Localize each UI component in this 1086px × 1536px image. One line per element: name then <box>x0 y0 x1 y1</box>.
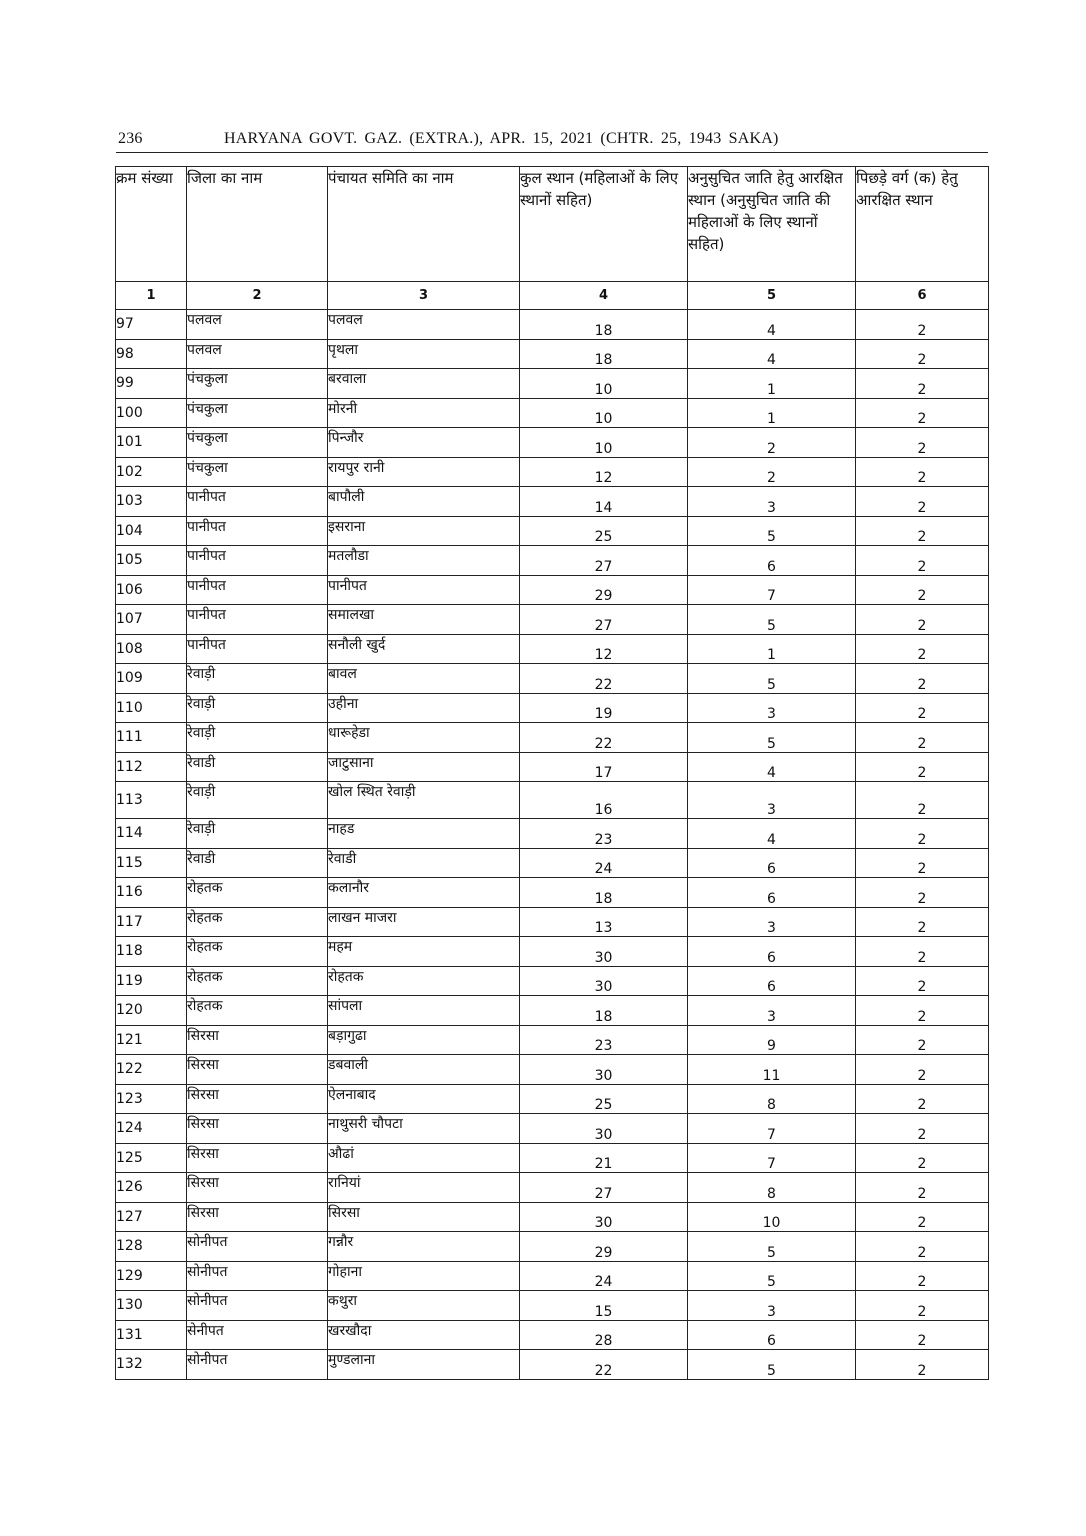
bc-seats-cell: 2 <box>856 428 989 458</box>
sc-seats-cell: 7 <box>688 1143 856 1173</box>
sc-seats-cell: 3 <box>688 782 856 819</box>
district-name-cell: पानीपत <box>187 634 328 664</box>
sc-seats-cell: 5 <box>688 664 856 694</box>
district-name-cell: पानीपत <box>187 605 328 635</box>
serial-number-cell: 99 <box>116 369 187 399</box>
table-row <box>116 819 989 849</box>
panchayat-samiti-cell: मोरनी <box>328 398 520 428</box>
bc-seats-cell: 2 <box>856 1350 989 1380</box>
panchayat-samiti-cell: महम <box>328 937 520 967</box>
serial-number-cell: 119 <box>116 966 187 996</box>
sc-seats-cell: 10 <box>688 1202 856 1232</box>
total-seats-cell: 10 <box>520 369 688 399</box>
panchayat-samiti-cell: बड़ागुढा <box>328 1025 520 1055</box>
sc-seats-cell: 1 <box>688 398 856 428</box>
sc-seats-cell: 3 <box>688 1291 856 1321</box>
table-row <box>116 1232 989 1262</box>
serial-number-cell: 131 <box>116 1320 187 1350</box>
sc-seats-cell: 7 <box>688 1114 856 1144</box>
district-name-cell: रेवाडी <box>187 848 328 878</box>
total-seats-cell: 18 <box>520 996 688 1026</box>
bc-seats-cell: 2 <box>856 1291 989 1321</box>
col-number: 4 <box>520 282 688 310</box>
page-number: 236 <box>118 130 143 147</box>
sc-seats-cell: 11 <box>688 1055 856 1085</box>
table-row <box>116 457 989 487</box>
serial-number-cell: 127 <box>116 1202 187 1232</box>
bc-seats-cell: 2 <box>856 487 989 517</box>
serial-number-cell: 103 <box>116 487 187 517</box>
bc-seats-cell: 2 <box>856 1114 989 1144</box>
bc-seats-cell: 2 <box>856 693 989 723</box>
panchayat-samiti-cell: कथुरा <box>328 1291 520 1321</box>
table-row <box>116 1291 989 1321</box>
panchayat-samiti-cell: डबवाली <box>328 1055 520 1085</box>
district-name-cell: सिरसा <box>187 1202 328 1232</box>
serial-number-cell: 112 <box>116 752 187 782</box>
district-name-cell: पंचकुला <box>187 428 328 458</box>
table-row <box>116 1173 989 1203</box>
panchayat-samiti-cell: रानियां <box>328 1173 520 1203</box>
serial-number-cell: 125 <box>116 1143 187 1173</box>
panchayat-samiti-cell: समालखा <box>328 605 520 635</box>
table-row <box>116 1055 989 1085</box>
district-name-cell: सिरसा <box>187 1025 328 1055</box>
panchayat-samiti-cell: रायपुर रानी <box>328 457 520 487</box>
bc-seats-cell: 2 <box>856 516 989 546</box>
sc-seats-cell: 6 <box>688 878 856 908</box>
sc-seats-cell: 5 <box>688 1261 856 1291</box>
bc-seats-cell: 2 <box>856 1320 989 1350</box>
total-seats-cell: 23 <box>520 1025 688 1055</box>
serial-number-cell: 113 <box>116 782 187 819</box>
district-name-cell: सोनीपत <box>187 1232 328 1262</box>
bc-seats-cell: 2 <box>856 907 989 937</box>
serial-number-cell: 102 <box>116 457 187 487</box>
col-header-panchayat-samiti: पंचायत समिति का नाम <box>328 167 520 282</box>
panchayat-samiti-cell: लाखन माजरा <box>328 907 520 937</box>
table-row <box>116 1025 989 1055</box>
bc-seats-cell: 2 <box>856 605 989 635</box>
panchayat-samiti-cell: उहीना <box>328 693 520 723</box>
panchayat-samiti-cell: रोहतक <box>328 966 520 996</box>
district-name-cell: सिरसा <box>187 1084 328 1114</box>
district-name-cell: रेवाडी <box>187 752 328 782</box>
total-seats-cell: 15 <box>520 1291 688 1321</box>
sc-seats-cell: 8 <box>688 1084 856 1114</box>
panchayat-samiti-cell: बापौली <box>328 487 520 517</box>
serial-number-cell: 106 <box>116 575 187 605</box>
total-seats-cell: 14 <box>520 487 688 517</box>
panchayat-samiti-cell: गन्नौर <box>328 1232 520 1262</box>
district-name-cell: पानीपत <box>187 546 328 576</box>
panchayat-samiti-cell: जाटुसाना <box>328 752 520 782</box>
serial-number-cell: 97 <box>116 310 187 340</box>
sc-seats-cell: 4 <box>688 752 856 782</box>
total-seats-cell: 27 <box>520 605 688 635</box>
bc-seats-cell: 2 <box>856 878 989 908</box>
table-row <box>116 1261 989 1291</box>
sc-seats-cell: 2 <box>688 428 856 458</box>
district-name-cell: पंचकुला <box>187 369 328 399</box>
serial-number-cell: 115 <box>116 848 187 878</box>
district-name-cell: रेवाड़ी <box>187 664 328 694</box>
serial-number-cell: 130 <box>116 1291 187 1321</box>
total-seats-cell: 29 <box>520 1232 688 1262</box>
serial-number-cell: 109 <box>116 664 187 694</box>
table-row <box>116 1143 989 1173</box>
district-name-cell: सोनीपत <box>187 1350 328 1380</box>
district-name-cell: पंचकुला <box>187 398 328 428</box>
sc-seats-cell: 3 <box>688 996 856 1026</box>
total-seats-cell: 30 <box>520 1055 688 1085</box>
district-name-cell: पानीपत <box>187 516 328 546</box>
table-row <box>116 369 989 399</box>
serial-number-cell: 122 <box>116 1055 187 1085</box>
table-row <box>116 1350 989 1380</box>
sc-seats-cell: 6 <box>688 848 856 878</box>
district-name-cell: सिरसा <box>187 1143 328 1173</box>
total-seats-cell: 27 <box>520 1173 688 1203</box>
sc-seats-cell: 9 <box>688 1025 856 1055</box>
total-seats-cell: 30 <box>520 1202 688 1232</box>
table-row <box>116 848 989 878</box>
table-row <box>116 937 989 967</box>
serial-number-cell: 116 <box>116 878 187 908</box>
serial-number-cell: 121 <box>116 1025 187 1055</box>
panchayat-samiti-cell: ऐलनाबाद <box>328 1084 520 1114</box>
district-name-cell: रोहतक <box>187 907 328 937</box>
total-seats-cell: 30 <box>520 1114 688 1144</box>
panchayat-samiti-cell: इसराना <box>328 516 520 546</box>
panchayat-samiti-cell: औढां <box>328 1143 520 1173</box>
panchayat-samiti-cell: मुण्डलाना <box>328 1350 520 1380</box>
gazette-header <box>116 128 988 153</box>
bc-seats-cell: 2 <box>856 848 989 878</box>
district-name-cell: पलवल <box>187 339 328 369</box>
bc-seats-cell: 2 <box>856 782 989 819</box>
total-seats-cell: 18 <box>520 878 688 908</box>
panchayat-samiti-cell: गोहाना <box>328 1261 520 1291</box>
district-name-cell: सिरसा <box>187 1114 328 1144</box>
district-name-cell: रेवाड़ी <box>187 819 328 849</box>
reservation-table <box>115 166 989 1380</box>
panchayat-samiti-cell: मतलौडा <box>328 546 520 576</box>
col-number: 6 <box>856 282 989 310</box>
sc-seats-cell: 6 <box>688 546 856 576</box>
total-seats-cell: 25 <box>520 516 688 546</box>
serial-number-cell: 114 <box>116 819 187 849</box>
panchayat-samiti-cell: धारूहेडा <box>328 723 520 753</box>
sc-seats-cell: 3 <box>688 693 856 723</box>
district-name-cell: रोहतक <box>187 937 328 967</box>
table-row <box>116 339 989 369</box>
table-row <box>116 966 989 996</box>
col-header-district: जिला का नाम <box>187 167 328 282</box>
sc-seats-cell: 4 <box>688 310 856 340</box>
serial-number-cell: 124 <box>116 1114 187 1144</box>
sc-seats-cell: 4 <box>688 819 856 849</box>
serial-number-cell: 100 <box>116 398 187 428</box>
panchayat-samiti-cell: पृथला <box>328 339 520 369</box>
district-name-cell: पंचकुला <box>187 457 328 487</box>
bc-seats-cell: 2 <box>856 634 989 664</box>
total-seats-cell: 25 <box>520 1084 688 1114</box>
district-name-cell: रोहतक <box>187 996 328 1026</box>
table-row <box>116 752 989 782</box>
serial-number-cell: 107 <box>116 605 187 635</box>
serial-number-cell: 123 <box>116 1084 187 1114</box>
bc-seats-cell: 2 <box>856 966 989 996</box>
serial-number-cell: 132 <box>116 1350 187 1380</box>
bc-seats-cell: 2 <box>856 1261 989 1291</box>
bc-seats-cell: 2 <box>856 1173 989 1203</box>
sc-seats-cell: 6 <box>688 937 856 967</box>
sc-seats-cell: 1 <box>688 634 856 664</box>
sc-seats-cell: 3 <box>688 487 856 517</box>
bc-seats-cell: 2 <box>856 996 989 1026</box>
total-seats-cell: 22 <box>520 1350 688 1380</box>
bc-seats-cell: 2 <box>856 723 989 753</box>
panchayat-samiti-cell: पलवल <box>328 310 520 340</box>
total-seats-cell: 24 <box>520 848 688 878</box>
col-number: 3 <box>328 282 520 310</box>
total-seats-cell: 18 <box>520 310 688 340</box>
col-header-total-seats: कुल स्थान (महिलाओं के लिए स्थानों सहित) <box>520 167 688 282</box>
col-number: 2 <box>187 282 328 310</box>
serial-number-cell: 104 <box>116 516 187 546</box>
bc-seats-cell: 2 <box>856 575 989 605</box>
total-seats-cell: 30 <box>520 937 688 967</box>
district-name-cell: सिरसा <box>187 1173 328 1203</box>
table-row <box>116 428 989 458</box>
total-seats-cell: 24 <box>520 1261 688 1291</box>
sc-seats-cell: 5 <box>688 723 856 753</box>
sc-seats-cell: 5 <box>688 1232 856 1262</box>
bc-seats-cell: 2 <box>856 1055 989 1085</box>
sc-seats-cell: 7 <box>688 575 856 605</box>
table-body <box>116 310 989 1380</box>
total-seats-cell: 18 <box>520 339 688 369</box>
serial-number-cell: 128 <box>116 1232 187 1262</box>
district-name-cell: पलवल <box>187 310 328 340</box>
panchayat-samiti-cell: रेवाडी <box>328 848 520 878</box>
serial-number-cell: 126 <box>116 1173 187 1203</box>
district-name-cell: पानीपत <box>187 575 328 605</box>
bc-seats-cell: 2 <box>856 457 989 487</box>
table-row <box>116 575 989 605</box>
col-number: 1 <box>116 282 187 310</box>
district-name-cell: रोहतक <box>187 966 328 996</box>
col-header-sc-seats: अनुसुचित जाति हेतु आरक्षित स्थान (अनुसुचित जाति की महिलाओं के लिए स्थानों सहित) <box>688 167 856 282</box>
panchayat-samiti-cell: कलानौर <box>328 878 520 908</box>
serial-number-cell: 101 <box>116 428 187 458</box>
table-row <box>116 723 989 753</box>
district-name-cell: रेवाड़ी <box>187 693 328 723</box>
sc-seats-cell: 5 <box>688 605 856 635</box>
header-row <box>116 167 989 282</box>
panchayat-samiti-cell: सांपला <box>328 996 520 1026</box>
district-name-cell: पानीपत <box>187 487 328 517</box>
panchayat-samiti-cell: नाथुसरी चौपटा <box>328 1114 520 1144</box>
serial-number-cell: 129 <box>116 1261 187 1291</box>
table-row <box>116 878 989 908</box>
district-name-cell: रेवाड़ी <box>187 723 328 753</box>
bc-seats-cell: 2 <box>856 369 989 399</box>
total-seats-cell: 19 <box>520 693 688 723</box>
col-header-serial: क्रम संख्या <box>116 167 187 282</box>
serial-number-cell: 120 <box>116 996 187 1026</box>
sc-seats-cell: 3 <box>688 907 856 937</box>
table-row <box>116 1114 989 1144</box>
table-row <box>116 1320 989 1350</box>
sc-seats-cell: 8 <box>688 1173 856 1203</box>
table-row <box>116 310 989 340</box>
bc-seats-cell: 2 <box>856 1202 989 1232</box>
district-name-cell: रोहतक <box>187 878 328 908</box>
sc-seats-cell: 4 <box>688 339 856 369</box>
table-row <box>116 664 989 694</box>
total-seats-cell: 10 <box>520 398 688 428</box>
panchayat-samiti-cell: नाहड <box>328 819 520 849</box>
bc-seats-cell: 2 <box>856 546 989 576</box>
bc-seats-cell: 2 <box>856 1143 989 1173</box>
panchayat-samiti-cell: खरखौदा <box>328 1320 520 1350</box>
total-seats-cell: 30 <box>520 966 688 996</box>
panchayat-samiti-cell: बावल <box>328 664 520 694</box>
serial-number-cell: 118 <box>116 937 187 967</box>
total-seats-cell: 17 <box>520 752 688 782</box>
panchayat-samiti-cell: सनौली खुर्द <box>328 634 520 664</box>
total-seats-cell: 12 <box>520 634 688 664</box>
panchayat-samiti-cell: खोल स्थित रेवाड़ी <box>328 782 520 819</box>
total-seats-cell: 21 <box>520 1143 688 1173</box>
sc-seats-cell: 6 <box>688 966 856 996</box>
col-header-bc-seats: पिछड़े वर्ग (क) हेतु आरक्षित स्थान <box>856 167 989 282</box>
table-row <box>116 605 989 635</box>
bc-seats-cell: 2 <box>856 1084 989 1114</box>
serial-number-cell: 117 <box>116 907 187 937</box>
panchayat-samiti-cell: बरवाला <box>328 369 520 399</box>
bc-seats-cell: 2 <box>856 310 989 340</box>
total-seats-cell: 22 <box>520 664 688 694</box>
bc-seats-cell: 2 <box>856 1025 989 1055</box>
table-row <box>116 996 989 1026</box>
table-row <box>116 634 989 664</box>
district-name-cell: सोनीपत <box>187 1291 328 1321</box>
district-name-cell: रेवाड़ी <box>187 782 328 819</box>
table-row <box>116 782 989 819</box>
district-name-cell: सेनीपत <box>187 1320 328 1350</box>
serial-number-cell: 110 <box>116 693 187 723</box>
total-seats-cell: 12 <box>520 457 688 487</box>
total-seats-cell: 29 <box>520 575 688 605</box>
total-seats-cell: 16 <box>520 782 688 819</box>
table-row <box>116 398 989 428</box>
bc-seats-cell: 2 <box>856 398 989 428</box>
district-name-cell: सोनीपत <box>187 1261 328 1291</box>
sc-seats-cell: 5 <box>688 516 856 546</box>
sc-seats-cell: 5 <box>688 1350 856 1380</box>
serial-number-cell: 98 <box>116 339 187 369</box>
sc-seats-cell: 2 <box>688 457 856 487</box>
bc-seats-cell: 2 <box>856 339 989 369</box>
bc-seats-cell: 2 <box>856 664 989 694</box>
table-row <box>116 693 989 723</box>
bc-seats-cell: 2 <box>856 819 989 849</box>
panchayat-samiti-cell: पानीपत <box>328 575 520 605</box>
table-row <box>116 487 989 517</box>
table-row <box>116 546 989 576</box>
bc-seats-cell: 2 <box>856 1232 989 1262</box>
table-row <box>116 907 989 937</box>
total-seats-cell: 10 <box>520 428 688 458</box>
table-row <box>116 1202 989 1232</box>
serial-number-cell: 105 <box>116 546 187 576</box>
serial-number-cell: 111 <box>116 723 187 753</box>
table-row <box>116 516 989 546</box>
sc-seats-cell: 6 <box>688 1320 856 1350</box>
serial-number-cell: 108 <box>116 634 187 664</box>
gazette-title: HARYANA GOVT. GAZ. (EXTRA.), APR. 15, 2021 (CHTR. 25, 1943 SAKA) <box>224 130 779 147</box>
district-name-cell: सिरसा <box>187 1055 328 1085</box>
total-seats-cell: 22 <box>520 723 688 753</box>
bc-seats-cell: 2 <box>856 937 989 967</box>
col-number: 5 <box>688 282 856 310</box>
panchayat-samiti-cell: पिन्जौर <box>328 428 520 458</box>
total-seats-cell: 23 <box>520 819 688 849</box>
panchayat-samiti-cell: सिरसा <box>328 1202 520 1232</box>
bc-seats-cell: 2 <box>856 752 989 782</box>
sc-seats-cell: 1 <box>688 369 856 399</box>
total-seats-cell: 28 <box>520 1320 688 1350</box>
table-row <box>116 1084 989 1114</box>
total-seats-cell: 27 <box>520 546 688 576</box>
column-number-row <box>116 282 989 310</box>
total-seats-cell: 13 <box>520 907 688 937</box>
